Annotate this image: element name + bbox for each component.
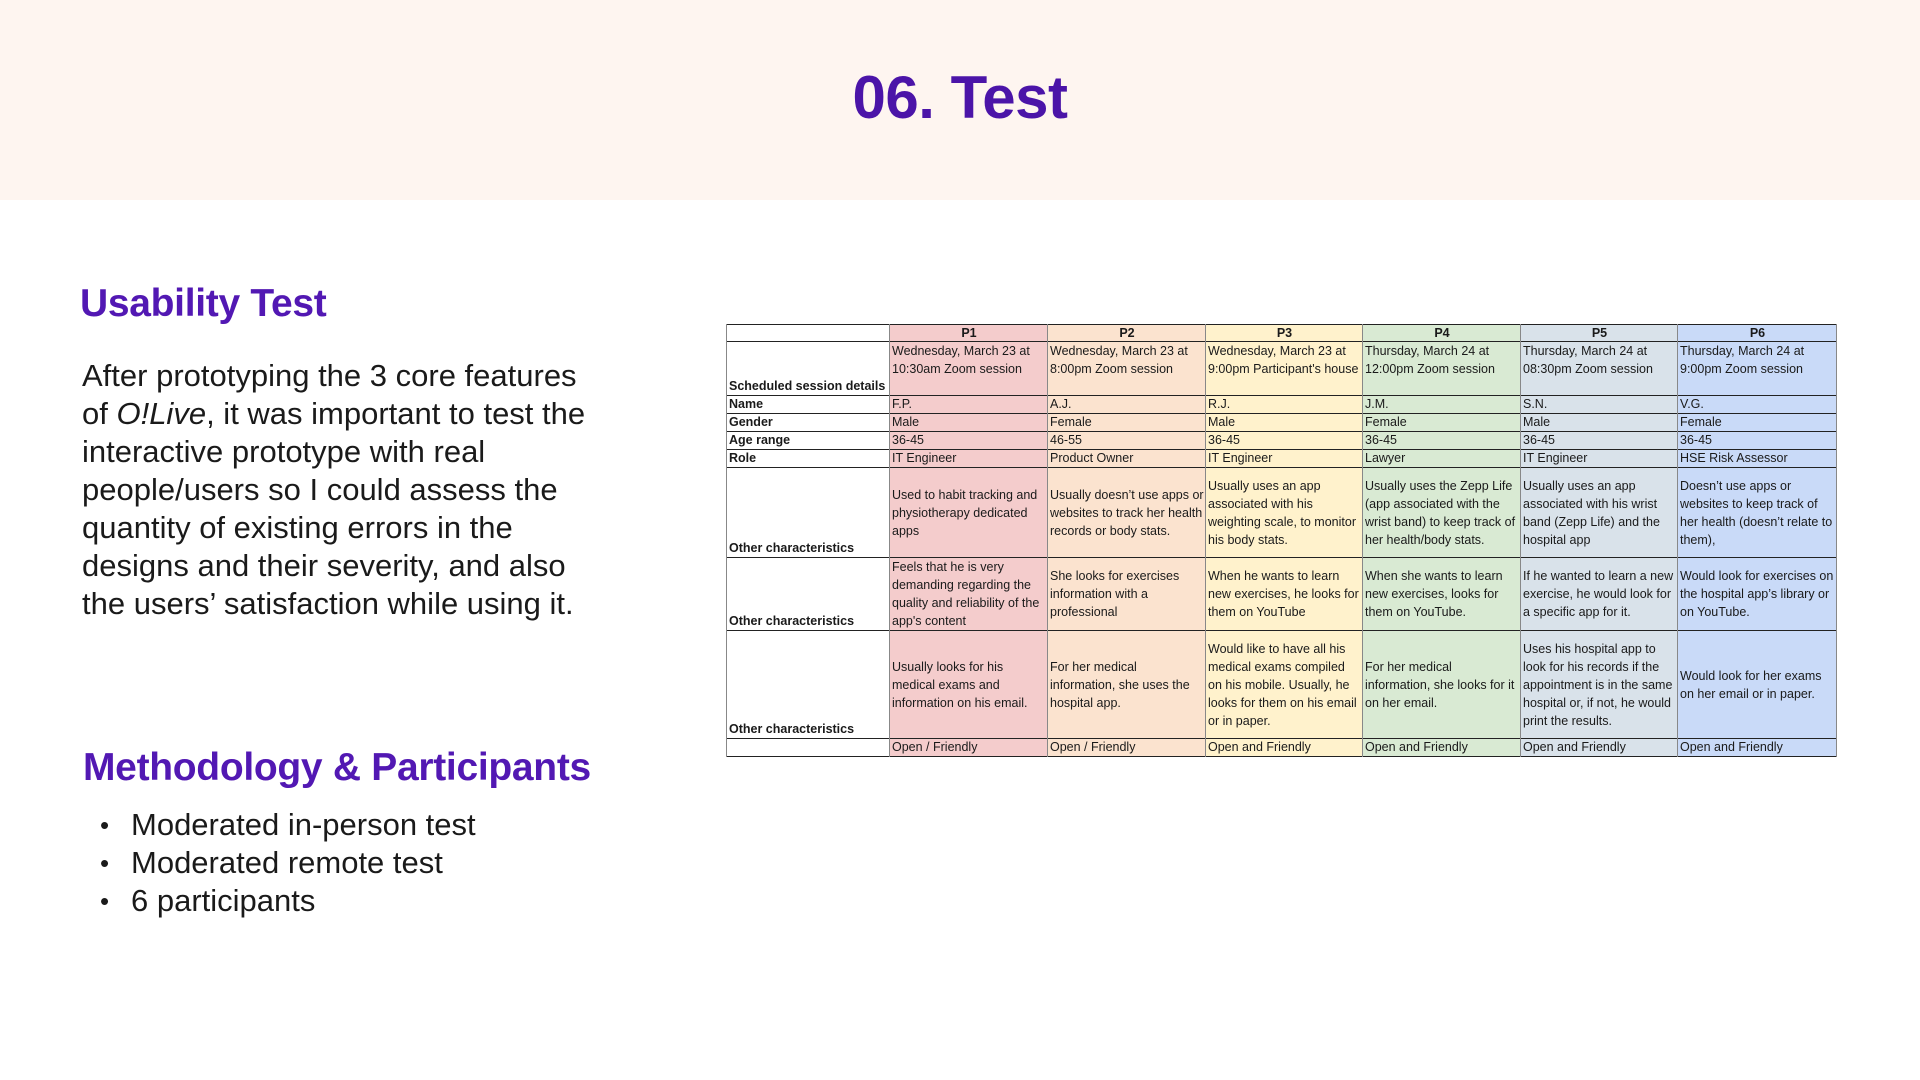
usability-test-heading: Usability Test xyxy=(80,282,327,325)
row-label: Name xyxy=(727,396,890,414)
product-name: O!Live xyxy=(116,396,207,431)
methodology-item-label: Moderated remote test xyxy=(131,845,443,880)
methodology-item xyxy=(100,844,476,882)
table-cell: Used to habit tracking and physiotherapy dedicated apps xyxy=(890,468,1048,558)
table-cell: Open / Friendly xyxy=(890,739,1048,757)
table-cell: 36-45 xyxy=(1206,432,1363,450)
table-cell: If he wanted to learn a new exercise, he would look for a specific app for it. xyxy=(1521,558,1678,631)
participant-header: P6 xyxy=(1678,325,1837,342)
table-cell: Thursday, March 24 at 9:00pm Zoom session xyxy=(1678,342,1837,396)
participant-header: P3 xyxy=(1206,325,1363,342)
table-cell: Doesn’t use apps or websites to keep track of her health (doesn’t relate to them), xyxy=(1678,468,1837,558)
participant-header: P4 xyxy=(1363,325,1521,342)
table-cell: Female xyxy=(1363,414,1521,432)
table-cell: 36-45 xyxy=(1363,432,1521,450)
table-row xyxy=(727,450,1837,468)
participant-header: P2 xyxy=(1048,325,1206,342)
methodology-heading: Methodology & Participants xyxy=(83,746,591,789)
table-cell: Usually uses an app associated with his wrist band (Zepp Life) and the hospital app xyxy=(1521,468,1678,558)
table-cell: V.G. xyxy=(1678,396,1837,414)
table-corner-cell xyxy=(727,325,890,342)
table-cell: IT Engineer xyxy=(890,450,1048,468)
table-cell: For her medical information, she uses the hospital app. xyxy=(1048,631,1206,739)
table-cell: Usually looks for his medical exams and information on his email. xyxy=(890,631,1048,739)
table-cell: Would like to have all his medical exams compiled on his mobile. Usually, he looks for them on his email or in paper. xyxy=(1206,631,1363,739)
row-label: Gender xyxy=(727,414,890,432)
table-cell: Female xyxy=(1048,414,1206,432)
table-cell: IT Engineer xyxy=(1521,450,1678,468)
row-label: Other characteristics xyxy=(727,631,890,739)
methodology-item-label: Moderated in-person test xyxy=(131,807,476,842)
table-cell: Usually uses an app associated with his weighting scale, to monitor his body stats. xyxy=(1206,468,1363,558)
participant-header: P1 xyxy=(890,325,1048,342)
table-cell: She looks for exercises information with a professional xyxy=(1048,558,1206,631)
table-row xyxy=(727,468,1837,558)
row-label xyxy=(727,739,890,757)
table-cell: Product Owner xyxy=(1048,450,1206,468)
table-cell: Uses his hospital app to look for his records if the appointment is in the same hospital or, if not, he would print the results. xyxy=(1521,631,1678,739)
usability-text-end: , it was important to test the interactive prototype with real people/users so I could assess the quantity of existing errors in the designs and their severity, and also the users’ satisfaction while using it. xyxy=(82,396,586,621)
table-header-row xyxy=(727,325,1837,342)
table-cell: When he wants to learn new exercises, he looks for them on YouTube xyxy=(1206,558,1363,631)
table-row xyxy=(727,739,1837,757)
table-cell: When she wants to learn new exercises, looks for them on YouTube. xyxy=(1363,558,1521,631)
row-label: Scheduled session details xyxy=(727,342,890,396)
table-cell: 36-45 xyxy=(1521,432,1678,450)
usability-description xyxy=(82,357,602,623)
methodology-item xyxy=(100,882,476,920)
methodology-item-label: 6 participants xyxy=(131,883,316,918)
table-cell: 36-45 xyxy=(1678,432,1837,450)
page-title: 06. Test xyxy=(852,64,1068,131)
table-cell: Open and Friendly xyxy=(1678,739,1837,757)
usability-text-start: After prototyping the 3 core features of xyxy=(82,358,577,431)
table-cell: Male xyxy=(1206,414,1363,432)
table-cell: IT Engineer xyxy=(1206,450,1363,468)
table-row xyxy=(727,396,1837,414)
bullet-icon: • xyxy=(100,886,110,916)
table-cell: Male xyxy=(1521,414,1678,432)
row-label: Age range xyxy=(727,432,890,450)
methodology-item xyxy=(100,806,476,844)
table-cell: Open and Friendly xyxy=(1206,739,1363,757)
table-cell: Feels that he is very demanding regarding the quality and reliability of the app's content xyxy=(890,558,1048,631)
table-cell: HSE Risk Assessor xyxy=(1678,450,1837,468)
table-row xyxy=(727,432,1837,450)
table-cell: Open / Friendly xyxy=(1048,739,1206,757)
table-cell: S.N. xyxy=(1521,396,1678,414)
table-cell: F.P. xyxy=(890,396,1048,414)
table-cell: 46-55 xyxy=(1048,432,1206,450)
bullet-icon: • xyxy=(100,810,110,840)
table-cell: Open and Friendly xyxy=(1521,739,1678,757)
table-cell: Female xyxy=(1678,414,1837,432)
table-cell: J.M. xyxy=(1363,396,1521,414)
table-cell: Wednesday, March 23 at 9:00pm Participant's house xyxy=(1206,342,1363,396)
table-row xyxy=(727,342,1837,396)
table-cell: Male xyxy=(890,414,1048,432)
table-cell: For her medical information, she looks for it on her email. xyxy=(1363,631,1521,739)
row-label: Role xyxy=(727,450,890,468)
table-cell: Open and Friendly xyxy=(1363,739,1521,757)
table-cell: A.J. xyxy=(1048,396,1206,414)
table-cell: R.J. xyxy=(1206,396,1363,414)
row-label: Other characteristics xyxy=(727,468,890,558)
row-label: Other characteristics xyxy=(727,558,890,631)
table-cell: Thursday, March 24 at 08:30pm Zoom session xyxy=(1521,342,1678,396)
table-cell: Would look for exercises on the hospital app’s library or on YouTube. xyxy=(1678,558,1837,631)
table-cell: Would look for her exams on her email or in paper. xyxy=(1678,631,1837,739)
table-row xyxy=(727,558,1837,631)
table-cell: Wednesday, March 23 at 8:00pm Zoom session xyxy=(1048,342,1206,396)
participant-header: P5 xyxy=(1521,325,1678,342)
table-cell: Wednesday, March 23 at 10:30am Zoom session xyxy=(890,342,1048,396)
table-cell: 36-45 xyxy=(890,432,1048,450)
table-cell: Usually doesn’t use apps or websites to track her health records or body stats. xyxy=(1048,468,1206,558)
table-cell: Lawyer xyxy=(1363,450,1521,468)
table-cell: Thursday, March 24 at 12:00pm Zoom session xyxy=(1363,342,1521,396)
methodology-list xyxy=(100,806,476,920)
table-row xyxy=(727,414,1837,432)
participants-table xyxy=(726,324,1837,757)
table-row xyxy=(727,631,1837,739)
table-cell: Usually uses the Zepp Life (app associated with the wrist band) to keep track of her health/body stats. xyxy=(1363,468,1521,558)
bullet-icon: • xyxy=(100,848,110,878)
